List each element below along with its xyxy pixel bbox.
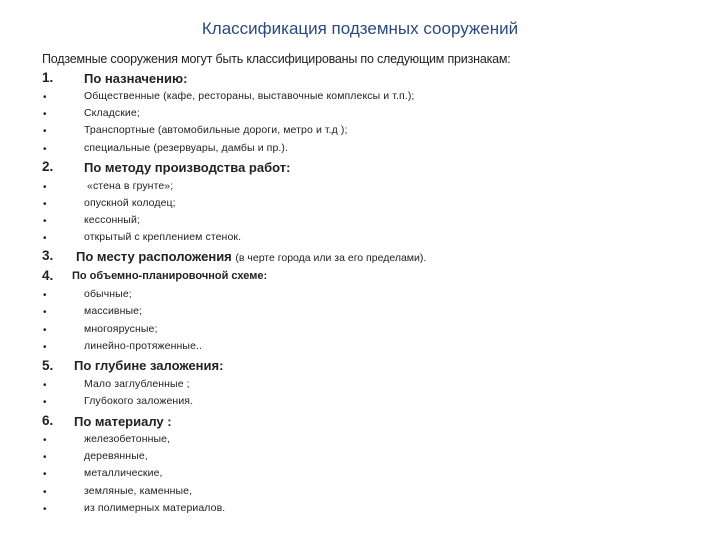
bullet-marker: • (43, 290, 47, 301)
list-item: металлические, (84, 467, 163, 479)
section-number: 6. (42, 413, 54, 428)
list-item: Общественные (кафе, рестораны, выставочные комплексы и т.п.); (84, 90, 415, 102)
list-item: «стена в грунте»; (87, 180, 174, 192)
list-item: деревянные, (84, 450, 148, 462)
bullet-marker: • (43, 233, 47, 244)
bullet-marker: • (43, 487, 47, 498)
list-item: обычные; (84, 288, 132, 300)
bullet-marker: • (43, 435, 47, 446)
bullet-marker: • (43, 469, 47, 480)
list-item: Транспортные (автомобильные дороги, метро и т.д ); (84, 124, 348, 136)
bullet-marker: • (43, 92, 47, 103)
section-number: 2. (42, 159, 54, 174)
bullet-marker: • (43, 216, 47, 227)
bullet-marker: • (43, 380, 47, 391)
list-item: железобетонные, (84, 433, 171, 445)
bullet-marker: • (43, 342, 47, 353)
section-number: 3. (42, 248, 54, 263)
section-number: 1. (42, 70, 54, 85)
section-heading: По назначению: (84, 71, 188, 86)
bullet-marker: • (43, 109, 47, 120)
list-item: специальные (резервуары, дамбы и пр.). (84, 142, 289, 154)
bullet-marker: • (43, 325, 47, 336)
bullet-marker: • (43, 452, 47, 463)
bullet-marker: • (43, 397, 47, 408)
bullet-marker: • (43, 182, 47, 193)
list-item: открытый с креплением стенок. (84, 231, 242, 243)
list-item: опускной колодец; (84, 197, 176, 209)
section-number: 5. (42, 358, 54, 373)
section-heading: По материалу : (74, 414, 172, 429)
section-heading: По глубине заложения: (74, 358, 224, 373)
page-title: Классификация подземных сооружений (201, 19, 519, 38)
bullet-marker: • (43, 126, 47, 137)
list-item: земляные, каменные, (84, 485, 193, 497)
list-item: многоярусные; (84, 323, 158, 335)
section-heading: По методу производства работ: (84, 160, 291, 175)
list-item: линейно-протяженные.. (84, 340, 203, 352)
list-item: Складские; (84, 107, 140, 119)
section-heading: По объемно-планировочной схеме: (72, 270, 268, 282)
section-heading (76, 249, 426, 264)
section-heading-text: По месту расположения (76, 249, 232, 264)
list-item: из полимерных материалов. (84, 502, 226, 514)
intro-text: Подземные сооружения могут быть классифицированы по следующим признакам: (42, 52, 511, 66)
bullet-marker: • (43, 504, 47, 515)
list-item: Мало заглубленные ; (84, 378, 190, 390)
bullet-marker: • (43, 307, 47, 318)
bullet-marker: • (43, 199, 47, 210)
bullet-marker: • (43, 144, 47, 155)
section-number: 4. (42, 268, 54, 283)
section-note: (в черте города или за его пределами). (235, 252, 427, 264)
list-item: Глубокого заложения. (84, 395, 194, 407)
list-item: кессонный; (84, 214, 140, 226)
list-item: массивные; (84, 305, 143, 317)
